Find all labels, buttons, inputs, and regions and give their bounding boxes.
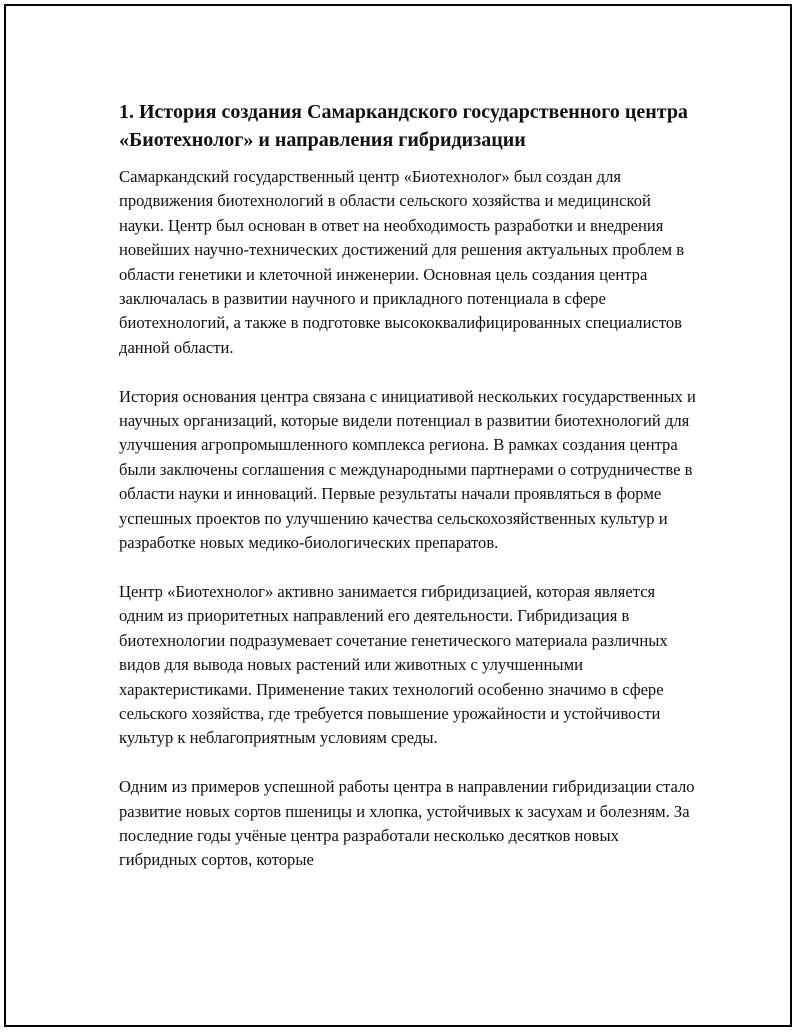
paragraph-1: Самаркандский государственный центр «Биотехнолог» был создан для продвижения биотехнологий в области сельского хозяйства и медицинской науки. Центр был основан в ответ на необходимость разработки и внедрения новейших научно-технических достижений для решения актуальных проблем в области генетики и клеточной инженерии. Основная цель создания центра заключалась в развитии научного и прикладного потенциала в сфере биотехнологий, а также в подготовке высококвалифицированных специалистов данной области. — [119, 167, 685, 357]
section-title: 1. История создания Самаркандского государственного центра «Биотехнолог» и направления гибридизации — [119, 101, 688, 151]
document-body — [119, 98, 699, 897]
paragraph-3: Центр «Биотехнолог» активно занимается гибридизацией, которая является одним из приоритетных направлений его деятельности. Гибридизация в биотехнологии подразумевает сочетание генетического материала различных видов для вывода новых растений или животных с улучшенными характеристиками. Применение таких технологий особенно значимо в сфере сельского хозяйства, где требуется повышение урожайности и устойчивости культур к неблагоприятным условиям среды. — [119, 581, 668, 748]
paragraph-4: Одним из примеров успешной работы центра в направлении гибридизации стало развитие новых сортов пшеницы и хлопка, устойчивых к засухам и болезням. За последние годы учёные центра разработали несколько десятков новых гибридных сортов, которые — [119, 777, 695, 870]
paragraph-2: История основания центра связана с инициативой нескольких государственных и научных организаций, которые видели потенциал в развитии биотехнологий для улучшения агропромышленного комплекса региона. В рамках создания центра были заключены соглашения с международными партнерами о сотрудничестве в области науки и инноваций. Первые результаты начали проявляться в форме успешных проектов по улучшению качества сельскохозяйственных культур и разработке новых медико-биологических препаратов. — [119, 386, 696, 553]
document-page — [4, 4, 792, 1027]
